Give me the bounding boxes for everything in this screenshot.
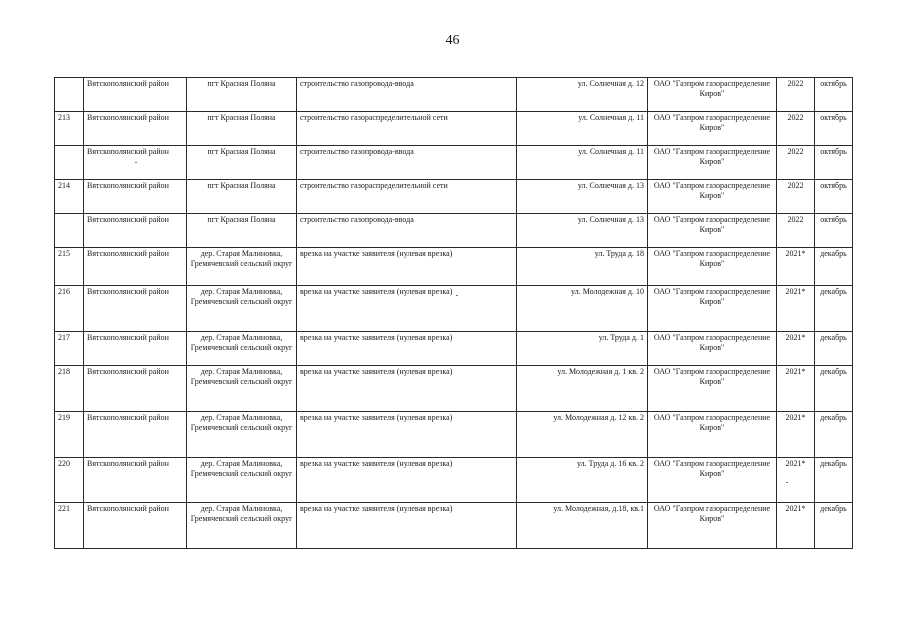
work-type-cell: строительство газопровода-ввода: [297, 78, 517, 112]
gasification-schedule-table: [54, 77, 853, 549]
year-cell: 2022: [777, 112, 815, 146]
work-type-cell: врезка на участке заявителя (нулевая врезка): [297, 366, 517, 412]
row-number: 219: [55, 412, 84, 458]
organization-cell: ОАО "Газпром газораспределение Киров": [648, 78, 777, 112]
organization-cell: ОАО "Газпром газораспределение Киров": [648, 332, 777, 366]
month-cell: декабрь: [815, 503, 853, 549]
month-cell: декабрь: [815, 458, 853, 503]
month-cell: декабрь: [815, 412, 853, 458]
year-cell: 2021*: [777, 458, 815, 503]
settlement-cell: пгт Красная Поляна: [187, 180, 297, 214]
address-cell: ул. Солнечная д. 13: [517, 214, 648, 248]
row-number: 217: [55, 332, 84, 366]
district-cell: Вятскополянский район: [84, 286, 187, 332]
table-row: [55, 503, 853, 549]
address-cell: ул. Труда д. 18: [517, 248, 648, 286]
work-type-cell: врезка на участке заявителя (нулевая врезка): [297, 503, 517, 549]
table-row: [55, 112, 853, 146]
organization-cell: ОАО "Газпром газораспределение Киров": [648, 248, 777, 286]
table-row: [55, 180, 853, 214]
district-cell: Вятскополянский район: [84, 146, 187, 180]
district-cell: Вятскополянский район: [84, 332, 187, 366]
district-cell: Вятскополянский район: [84, 503, 187, 549]
organization-cell: ОАО "Газпром газораспределение Киров": [648, 146, 777, 180]
district-cell: Вятскополянский район: [84, 180, 187, 214]
month-cell: октябрь: [815, 112, 853, 146]
month-cell: октябрь: [815, 78, 853, 112]
district-cell: Вятскополянский район: [84, 458, 187, 503]
table-row: [55, 366, 853, 412]
district-cell: Вятскополянский район: [84, 78, 187, 112]
address-cell: ул. Солнечная д. 12: [517, 78, 648, 112]
organization-cell: ОАО "Газпром газораспределение Киров": [648, 458, 777, 503]
address-cell: ул. Солнечная д. 11: [517, 112, 648, 146]
organization-cell: ОАО "Газпром газораспределение Киров": [648, 180, 777, 214]
year-cell: 2021*: [777, 286, 815, 332]
year-cell: 2021*: [777, 366, 815, 412]
settlement-cell: дер. Старая Малиновка, Гремячевский сельский округ: [187, 503, 297, 549]
row-number: 213: [55, 112, 84, 146]
organization-cell: ОАО "Газпром газораспределение Киров": [648, 112, 777, 146]
district-cell: Вятскополянский район: [84, 214, 187, 248]
row-number: 215: [55, 248, 84, 286]
year-cell: 2022: [777, 78, 815, 112]
settlement-cell: дер. Старая Малиновка, Гремячевский сельский округ: [187, 458, 297, 503]
page-number: 46: [445, 33, 460, 48]
work-type-cell: строительство газопровода-ввода: [297, 146, 517, 180]
month-cell: декабрь: [815, 332, 853, 366]
settlement-cell: дер. Старая Малиновка, Гремячевский сельский округ: [187, 286, 297, 332]
district-cell: Вятскополянский район: [84, 412, 187, 458]
month-cell: декабрь: [815, 248, 853, 286]
month-cell: декабрь: [815, 286, 853, 332]
table-row: [55, 332, 853, 366]
work-type-cell: строительство газораспределительной сети: [297, 180, 517, 214]
settlement-cell: пгт Красная Поляна: [187, 146, 297, 180]
work-type-cell: врезка на участке заявителя (нулевая врезка): [297, 458, 517, 503]
table-row: [55, 78, 853, 112]
work-type-cell: врезка на участке заявителя (нулевая врезка): [297, 286, 517, 332]
district-cell: Вятскополянский район: [84, 366, 187, 412]
scan-speck: [135, 162, 137, 163]
settlement-cell: пгт Красная Поляна: [187, 214, 297, 248]
table-body: [55, 78, 853, 549]
address-cell: ул. Солнечная д. 11: [517, 146, 648, 180]
month-cell: декабрь: [815, 366, 853, 412]
district-cell: Вятскополянский район: [84, 248, 187, 286]
settlement-cell: пгт Красная Поляна: [187, 112, 297, 146]
year-cell: 2021*: [777, 503, 815, 549]
row-number: [55, 214, 84, 248]
address-cell: ул. Труда д. 16 кв. 2: [517, 458, 648, 503]
work-type-cell: врезка на участке заявителя (нулевая врезка): [297, 248, 517, 286]
month-cell: октябрь: [815, 146, 853, 180]
address-cell: ул. Молодежная д. 1 кв. 2: [517, 366, 648, 412]
organization-cell: ОАО "Газпром газораспределение Киров": [648, 286, 777, 332]
settlement-cell: дер. Старая Малиновка, Гремячевский сельский округ: [187, 412, 297, 458]
row-number: 218: [55, 366, 84, 412]
table-row: [55, 214, 853, 248]
scan-speck: [456, 295, 458, 296]
scan-speck: [786, 482, 788, 483]
year-cell: 2022: [777, 180, 815, 214]
table-row: [55, 412, 853, 458]
organization-cell: ОАО "Газпром газораспределение Киров": [648, 366, 777, 412]
address-cell: ул. Молодежная д. 12 кв. 2: [517, 412, 648, 458]
address-cell: ул. Молодежная, д.18, кв.1: [517, 503, 648, 549]
table-row: [55, 286, 853, 332]
organization-cell: ОАО "Газпром газораспределение Киров": [648, 214, 777, 248]
work-type-cell: строительство газопровода-ввода: [297, 214, 517, 248]
settlement-cell: дер. Старая Малиновка, Гремячевский сельский округ: [187, 248, 297, 286]
row-number: [55, 146, 84, 180]
year-cell: 2021*: [777, 332, 815, 366]
address-cell: ул. Солнечная д. 13: [517, 180, 648, 214]
year-cell: 2022: [777, 214, 815, 248]
row-number: 214: [55, 180, 84, 214]
table-row: [55, 458, 853, 503]
year-cell: 2021*: [777, 412, 815, 458]
settlement-cell: дер. Старая Малиновка, Гремячевский сельский округ: [187, 332, 297, 366]
settlement-cell: дер. Старая Малиновка, Гремячевский сельский округ: [187, 366, 297, 412]
settlement-cell: пгт Красная Поляна: [187, 78, 297, 112]
organization-cell: ОАО "Газпром газораспределение Киров": [648, 412, 777, 458]
year-cell: 2021*: [777, 248, 815, 286]
address-cell: ул. Труда д. 1: [517, 332, 648, 366]
table-row: [55, 248, 853, 286]
year-cell: 2022: [777, 146, 815, 180]
row-number: 221: [55, 503, 84, 549]
month-cell: октябрь: [815, 180, 853, 214]
row-number: 216: [55, 286, 84, 332]
address-cell: ул. Молодежная д. 10: [517, 286, 648, 332]
organization-cell: ОАО "Газпром газораспределение Киров": [648, 503, 777, 549]
table-row: [55, 146, 853, 180]
work-type-cell: строительство газораспределительной сети: [297, 112, 517, 146]
work-type-cell: врезка на участке заявителя (нулевая врезка): [297, 412, 517, 458]
row-number: 220: [55, 458, 84, 503]
month-cell: октябрь: [815, 214, 853, 248]
district-cell: Вятскополянский район: [84, 112, 187, 146]
row-number: [55, 78, 84, 112]
work-type-cell: врезка на участке заявителя (нулевая врезка): [297, 332, 517, 366]
